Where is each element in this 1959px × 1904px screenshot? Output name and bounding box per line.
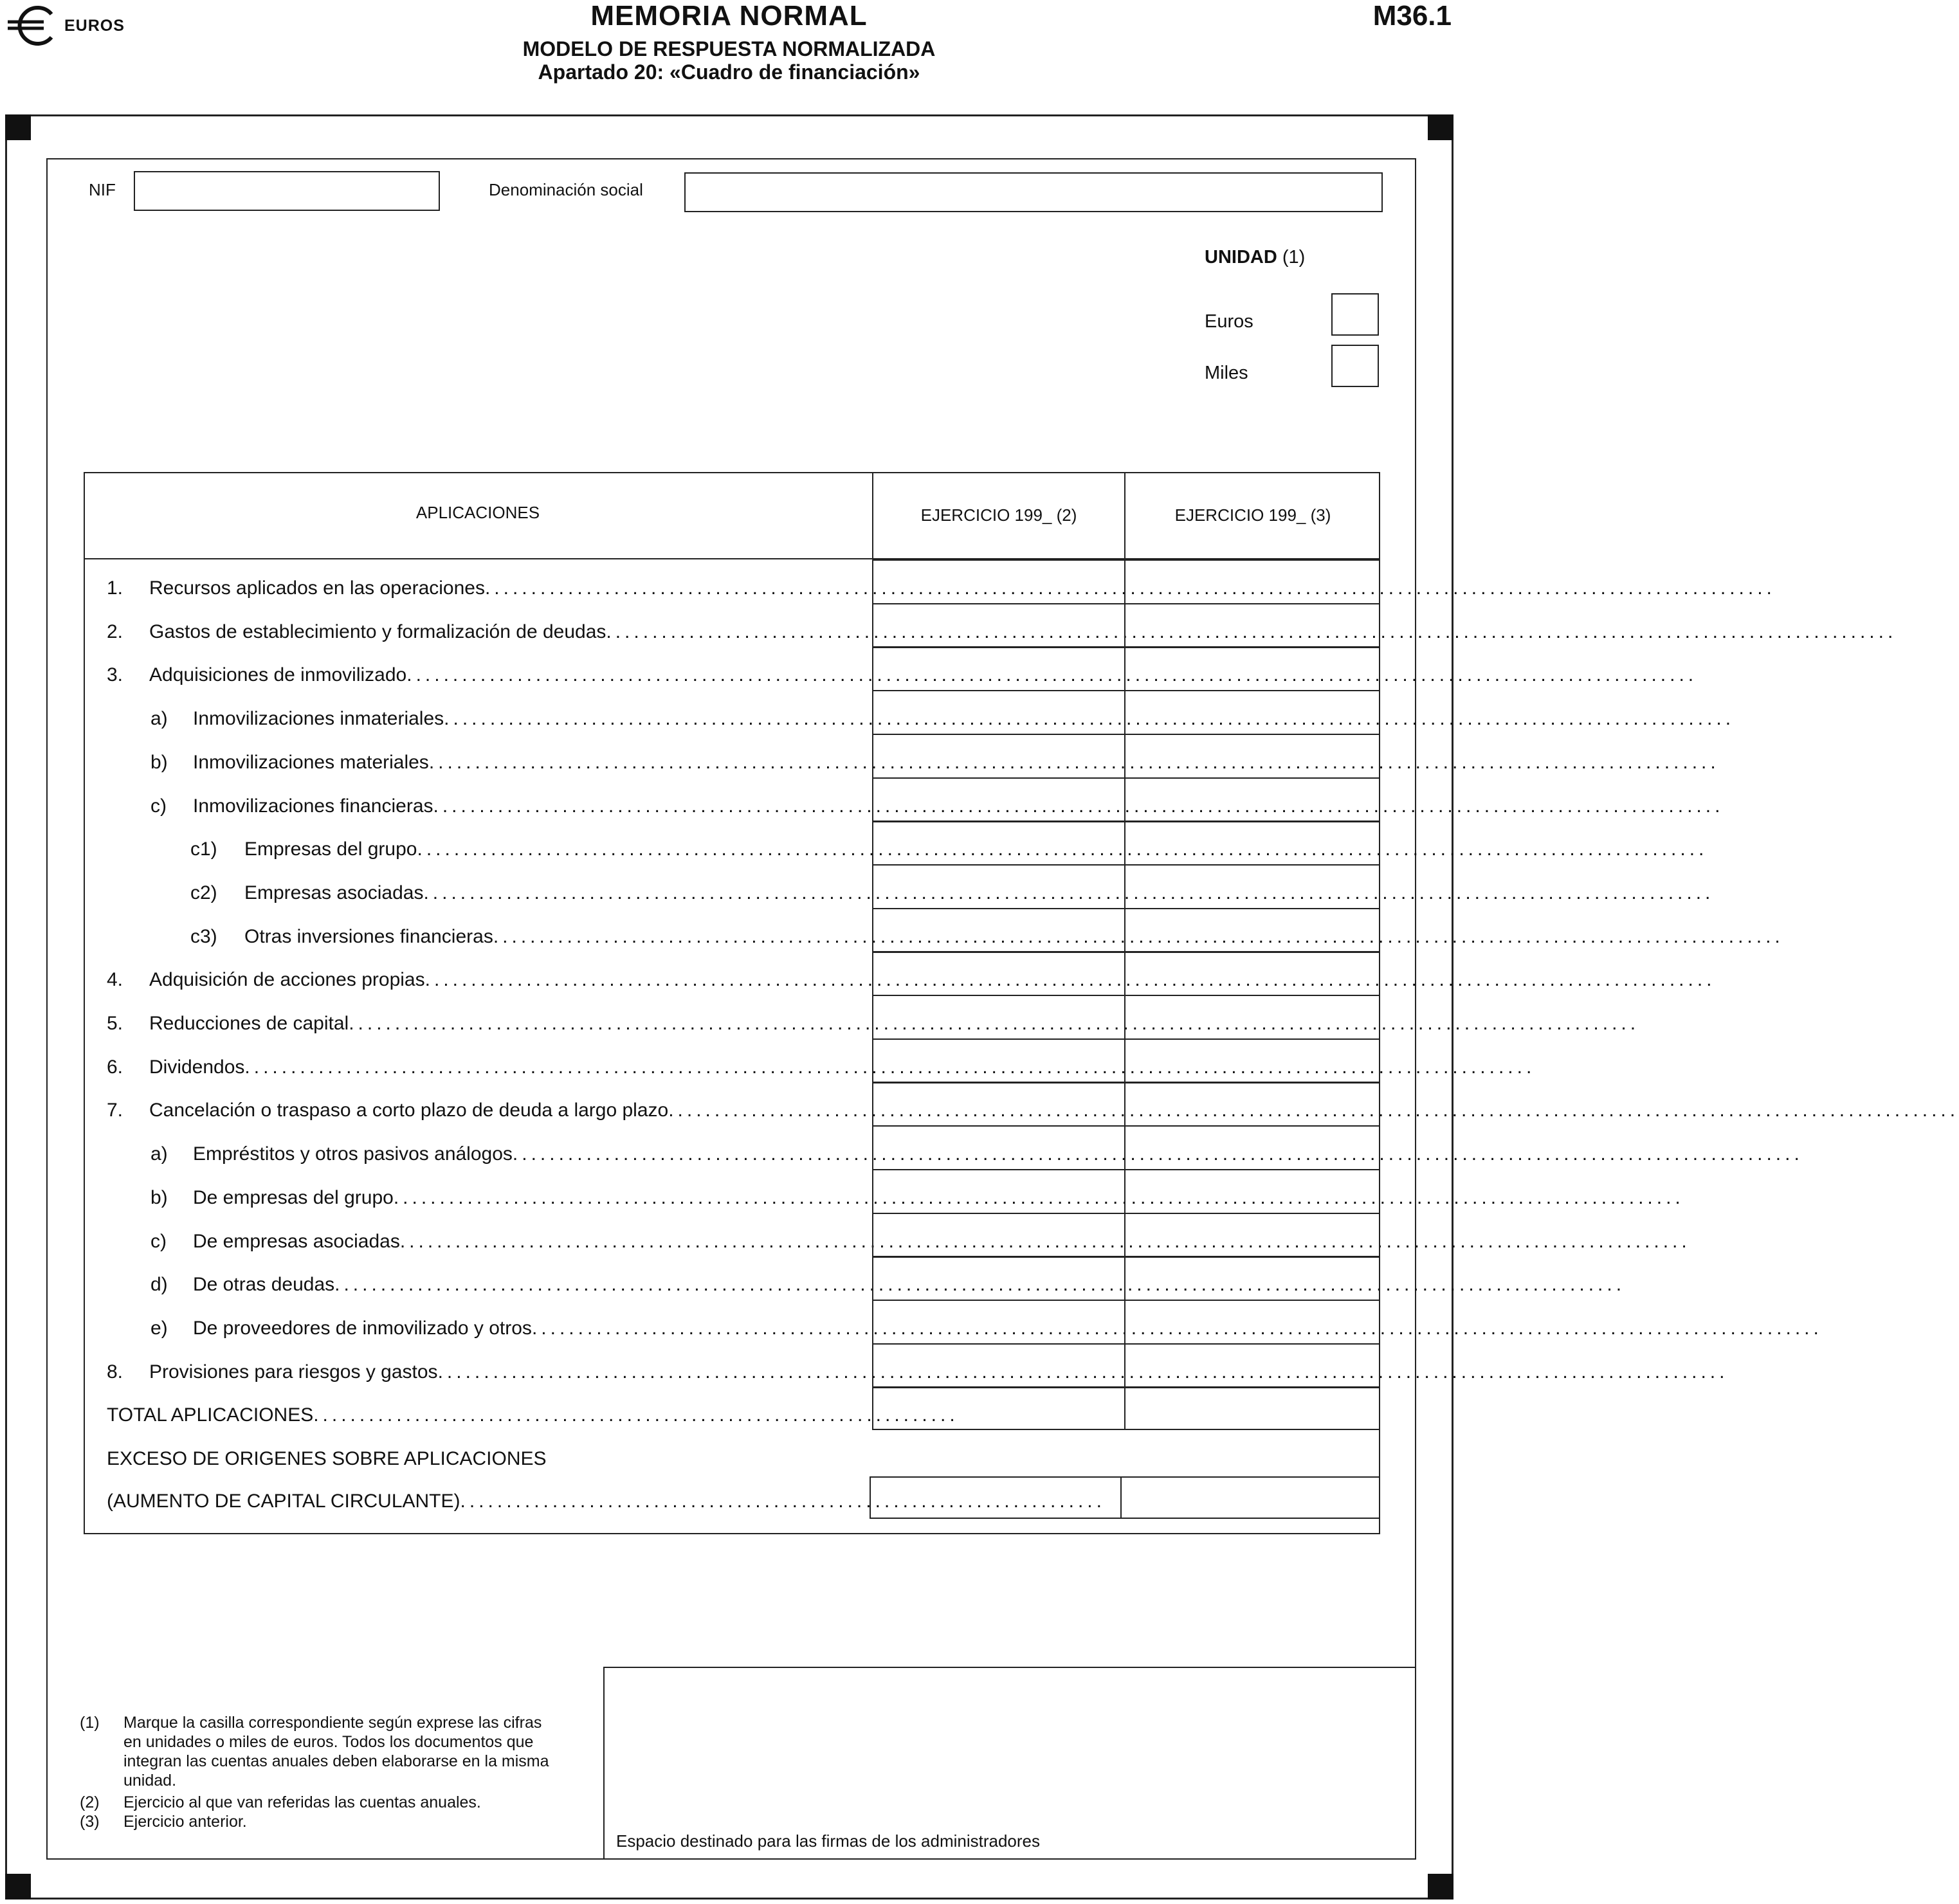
row-label-text: Otras inversiones financieras (244, 925, 493, 947)
prior-year-cell[interactable] (1124, 821, 1380, 866)
row-number: a) (150, 708, 168, 730)
footnote-2-text: Ejercicio al que van referidas las cuentas anuales. (123, 1793, 481, 1811)
currency-label: EUROS (64, 17, 125, 35)
unit-miles-checkbox[interactable] (1331, 345, 1379, 387)
corner-mark-bottom-right (1428, 1874, 1453, 1899)
leader-dots: ............................................................................................................................................ (484, 577, 1776, 599)
leader-dots: ............................................................................................................................................ (437, 1361, 1729, 1383)
excess-current-year-cell[interactable] (870, 1476, 1122, 1519)
row-number: c2) (190, 882, 217, 903)
row-number: c3) (190, 925, 217, 947)
prior-year-cell[interactable] (1124, 1082, 1380, 1127)
row-number: 5. (107, 1013, 123, 1034)
row-number: 1. (107, 577, 123, 599)
excess-label-line1: EXCESO DE ORIGENES SOBRE APLICACIONES (107, 1448, 547, 1469)
leader-dots: ............................................................................................................................................ (417, 839, 1708, 860)
current-year-cell[interactable] (872, 646, 1125, 691)
prior-year-cell[interactable] (1124, 1256, 1380, 1301)
excess-label-line2: (AUMENTO DE CAPITAL CIRCULANTE) (107, 1491, 460, 1512)
unit-option-miles-label: Miles (1205, 363, 1248, 383)
row-number: 2. (107, 621, 123, 642)
col-header-applications: APLICACIONES (415, 503, 540, 522)
leader-dots: ............................................................................................................................................ (531, 1317, 1823, 1339)
footnote-1-text: Marque la casilla correspondiente según exprese las cifras en unidades o miles de euros. Todos los documentos que integran las cuentas anuales deben elaborarse en la misma unidad. (123, 1714, 549, 1790)
prior-year-cell[interactable] (1124, 1300, 1380, 1345)
row-label-text: De otras deudas (193, 1274, 335, 1296)
row-label-text: Inmovilizaciones inmateriales (193, 708, 444, 730)
current-year-cell[interactable] (872, 995, 1125, 1040)
row-number: 3. (107, 664, 123, 686)
footnote-3-num: (3) (80, 1813, 100, 1831)
row-label-text: De proveedores de inmovilizado y otros (193, 1317, 532, 1339)
prior-year-cell[interactable] (1124, 1213, 1380, 1258)
row-label-text: Adquisiciones de inmovilizado (149, 664, 407, 686)
row-label (244, 925, 1784, 948)
unit-title-text: UNIDAD (1205, 247, 1277, 267)
row-label-text: Inmovilizaciones financieras (193, 795, 433, 817)
row-label (149, 1361, 1729, 1383)
row-label-text: Empresas asociadas (244, 882, 424, 903)
leader-dots: ............................................................................................................................................ (349, 1013, 1640, 1034)
row-label-text: De empresas asociadas (193, 1230, 400, 1252)
current-year-cell[interactable] (872, 1038, 1125, 1083)
unit-euros-checkbox[interactable] (1331, 293, 1379, 336)
row-number: 8. (107, 1361, 123, 1383)
signature-area[interactable] (603, 1667, 1416, 1860)
row-label (149, 1100, 1959, 1121)
current-year-cell[interactable] (872, 603, 1125, 648)
unit-option-euros-label: Euros (1205, 311, 1253, 332)
leader-dots: ............................................................................................................................................ (399, 1230, 1691, 1252)
row-label-text: Inmovilizaciones materiales (193, 751, 429, 773)
corner-mark-top-left (5, 114, 31, 140)
row-label-text: Empréstitos y otros pasivos análogos (193, 1143, 513, 1165)
nif-label: NIF (89, 180, 116, 199)
prior-year-cell[interactable] (1124, 995, 1380, 1040)
current-year-cell[interactable] (872, 1169, 1125, 1214)
row-label (193, 1186, 1684, 1209)
row-label (193, 708, 1735, 730)
row-number: b) (150, 1186, 168, 1208)
prior-year-cell[interactable] (1124, 1038, 1380, 1083)
leader-dots: ............................................................................................................................................ (493, 925, 1784, 947)
row-label-text: Empresas del grupo (244, 839, 417, 860)
leader-dots: ............................................................................................................................................ (433, 795, 1724, 817)
company-name-label: Denominación social (489, 180, 643, 199)
current-year-cell[interactable] (872, 864, 1125, 909)
excess-row: (AUMENTO DE CAPITAL CIRCULANTE)...................................................................... (107, 1491, 1106, 1512)
prior-year-cell[interactable] (1124, 951, 1380, 996)
row-label (193, 1230, 1691, 1253)
document-subtitle: MODELO DE RESPUESTA NORMALIZADA (522, 37, 936, 60)
prior-year-cell[interactable] (1124, 646, 1380, 691)
col-header-current-year: EJERCICIO 199_ (2) (920, 505, 1077, 525)
row-label-text: Dividendos (149, 1056, 245, 1078)
unit-title (1205, 247, 1305, 268)
section-title: Apartado 20: «Cuadro de financiación» (538, 60, 920, 84)
current-year-cell[interactable] (872, 1082, 1125, 1127)
current-year-cell[interactable] (872, 1256, 1125, 1301)
prior-year-cell[interactable] (1124, 777, 1380, 822)
current-year-cell[interactable] (872, 1213, 1125, 1258)
signature-label: Espacio destinado para las firmas de los administradores (616, 1831, 1041, 1851)
current-year-cell[interactable] (872, 951, 1125, 996)
prior-year-cell[interactable] (1124, 603, 1380, 648)
row-label (244, 882, 1715, 904)
row-label (149, 1056, 1536, 1078)
total-prior-year-cell[interactable] (1124, 1386, 1380, 1430)
prior-year-cell[interactable] (1124, 1125, 1380, 1170)
corner-mark-bottom-left (5, 1874, 31, 1899)
total-row: TOTAL APLICACIONES...................................................................... (107, 1404, 959, 1426)
unit-note: (1) (1282, 247, 1306, 267)
prior-year-cell[interactable] (1124, 690, 1380, 735)
row-number: d) (150, 1274, 168, 1296)
row-label (193, 795, 1724, 817)
row-label (193, 1317, 1823, 1339)
current-year-cell[interactable] (872, 1300, 1125, 1345)
row-number: 7. (107, 1100, 123, 1121)
row-number: c1) (190, 839, 217, 860)
document-title: MEMORIA NORMAL (590, 0, 868, 32)
leader-dots: ............................................................................................................................................ (406, 664, 1698, 686)
leader-dots: ............................................................................................................................................ (423, 882, 1715, 903)
row-label-text: Recursos aplicados en las operaciones (149, 577, 485, 599)
leader-dots: ............................................................................................................................................ (334, 1274, 1626, 1296)
current-year-cell[interactable] (872, 777, 1125, 822)
row-label-text: Adquisición de acciones propias (149, 969, 425, 991)
row-label (149, 664, 1698, 686)
row-label (193, 751, 1720, 774)
excess-prior-year-cell[interactable] (1120, 1476, 1380, 1519)
corner-mark-top-right (1428, 114, 1453, 140)
prior-year-cell[interactable] (1124, 1343, 1380, 1388)
leader-dots: ............................................................................................................................................ (428, 751, 1720, 773)
row-label (149, 621, 1897, 643)
current-year-cell[interactable] (872, 1125, 1125, 1170)
row-number: c) (150, 795, 167, 817)
current-year-cell[interactable] (872, 690, 1125, 735)
row-number: 6. (107, 1056, 123, 1078)
footnote-3-text: Ejercicio anterior. (123, 1813, 247, 1831)
row-label (149, 577, 1776, 599)
footnote-2-num: (2) (80, 1793, 100, 1811)
company-name-field[interactable] (684, 172, 1383, 212)
prior-year-cell[interactable] (1124, 864, 1380, 909)
prior-year-cell[interactable] (1124, 734, 1380, 779)
nif-field[interactable] (134, 171, 440, 211)
row-label (149, 1013, 1640, 1035)
leader-dots: ............................................................................................................................................ (668, 1100, 1959, 1121)
current-year-cell[interactable] (872, 1343, 1125, 1388)
row-label (149, 969, 1716, 991)
row-number: b) (150, 751, 168, 773)
leader-dots: ............................................................................................................................................ (393, 1186, 1684, 1208)
total-label: TOTAL APLICACIONES (107, 1404, 314, 1426)
row-number: e) (150, 1317, 168, 1339)
form-code: M36.1 (1372, 0, 1452, 32)
leader-dots: ............................................................................................................................................ (606, 621, 1897, 642)
prior-year-cell[interactable] (1124, 559, 1380, 604)
current-year-cell[interactable] (872, 559, 1125, 604)
col-header-prior-year: EJERCICIO 199_ (3) (1174, 505, 1331, 525)
row-label-text: Gastos de establecimiento y formalización de deudas (149, 621, 606, 642)
row-label-text: Cancelación o traspaso a corto plazo de deuda a largo plazo (149, 1100, 669, 1121)
row-number: a) (150, 1143, 168, 1165)
current-year-cell[interactable] (872, 821, 1125, 866)
current-year-cell[interactable] (872, 908, 1125, 953)
prior-year-cell[interactable] (1124, 908, 1380, 953)
leader-dots: ............................................................................................................................................ (444, 708, 1735, 730)
leader-dots: ............................................................................................................................................ (424, 969, 1716, 991)
row-label (193, 1143, 1803, 1165)
row-label-text: Reducciones de capital (149, 1013, 349, 1034)
prior-year-cell[interactable] (1124, 1169, 1380, 1214)
footnote-1-num: (1) (80, 1714, 100, 1732)
row-number: c) (150, 1230, 167, 1252)
row-label-text: De empresas del grupo (193, 1186, 394, 1208)
row-label (244, 839, 1708, 860)
current-year-cell[interactable] (872, 734, 1125, 779)
leader-dots: ............................................................................................................................................ (244, 1056, 1536, 1078)
leader-dots: ............................................................................................................................................ (512, 1143, 1803, 1165)
row-label-text: Provisiones para riesgos y gastos (149, 1361, 438, 1383)
row-label (193, 1274, 1626, 1296)
row-number: 4. (107, 969, 123, 991)
